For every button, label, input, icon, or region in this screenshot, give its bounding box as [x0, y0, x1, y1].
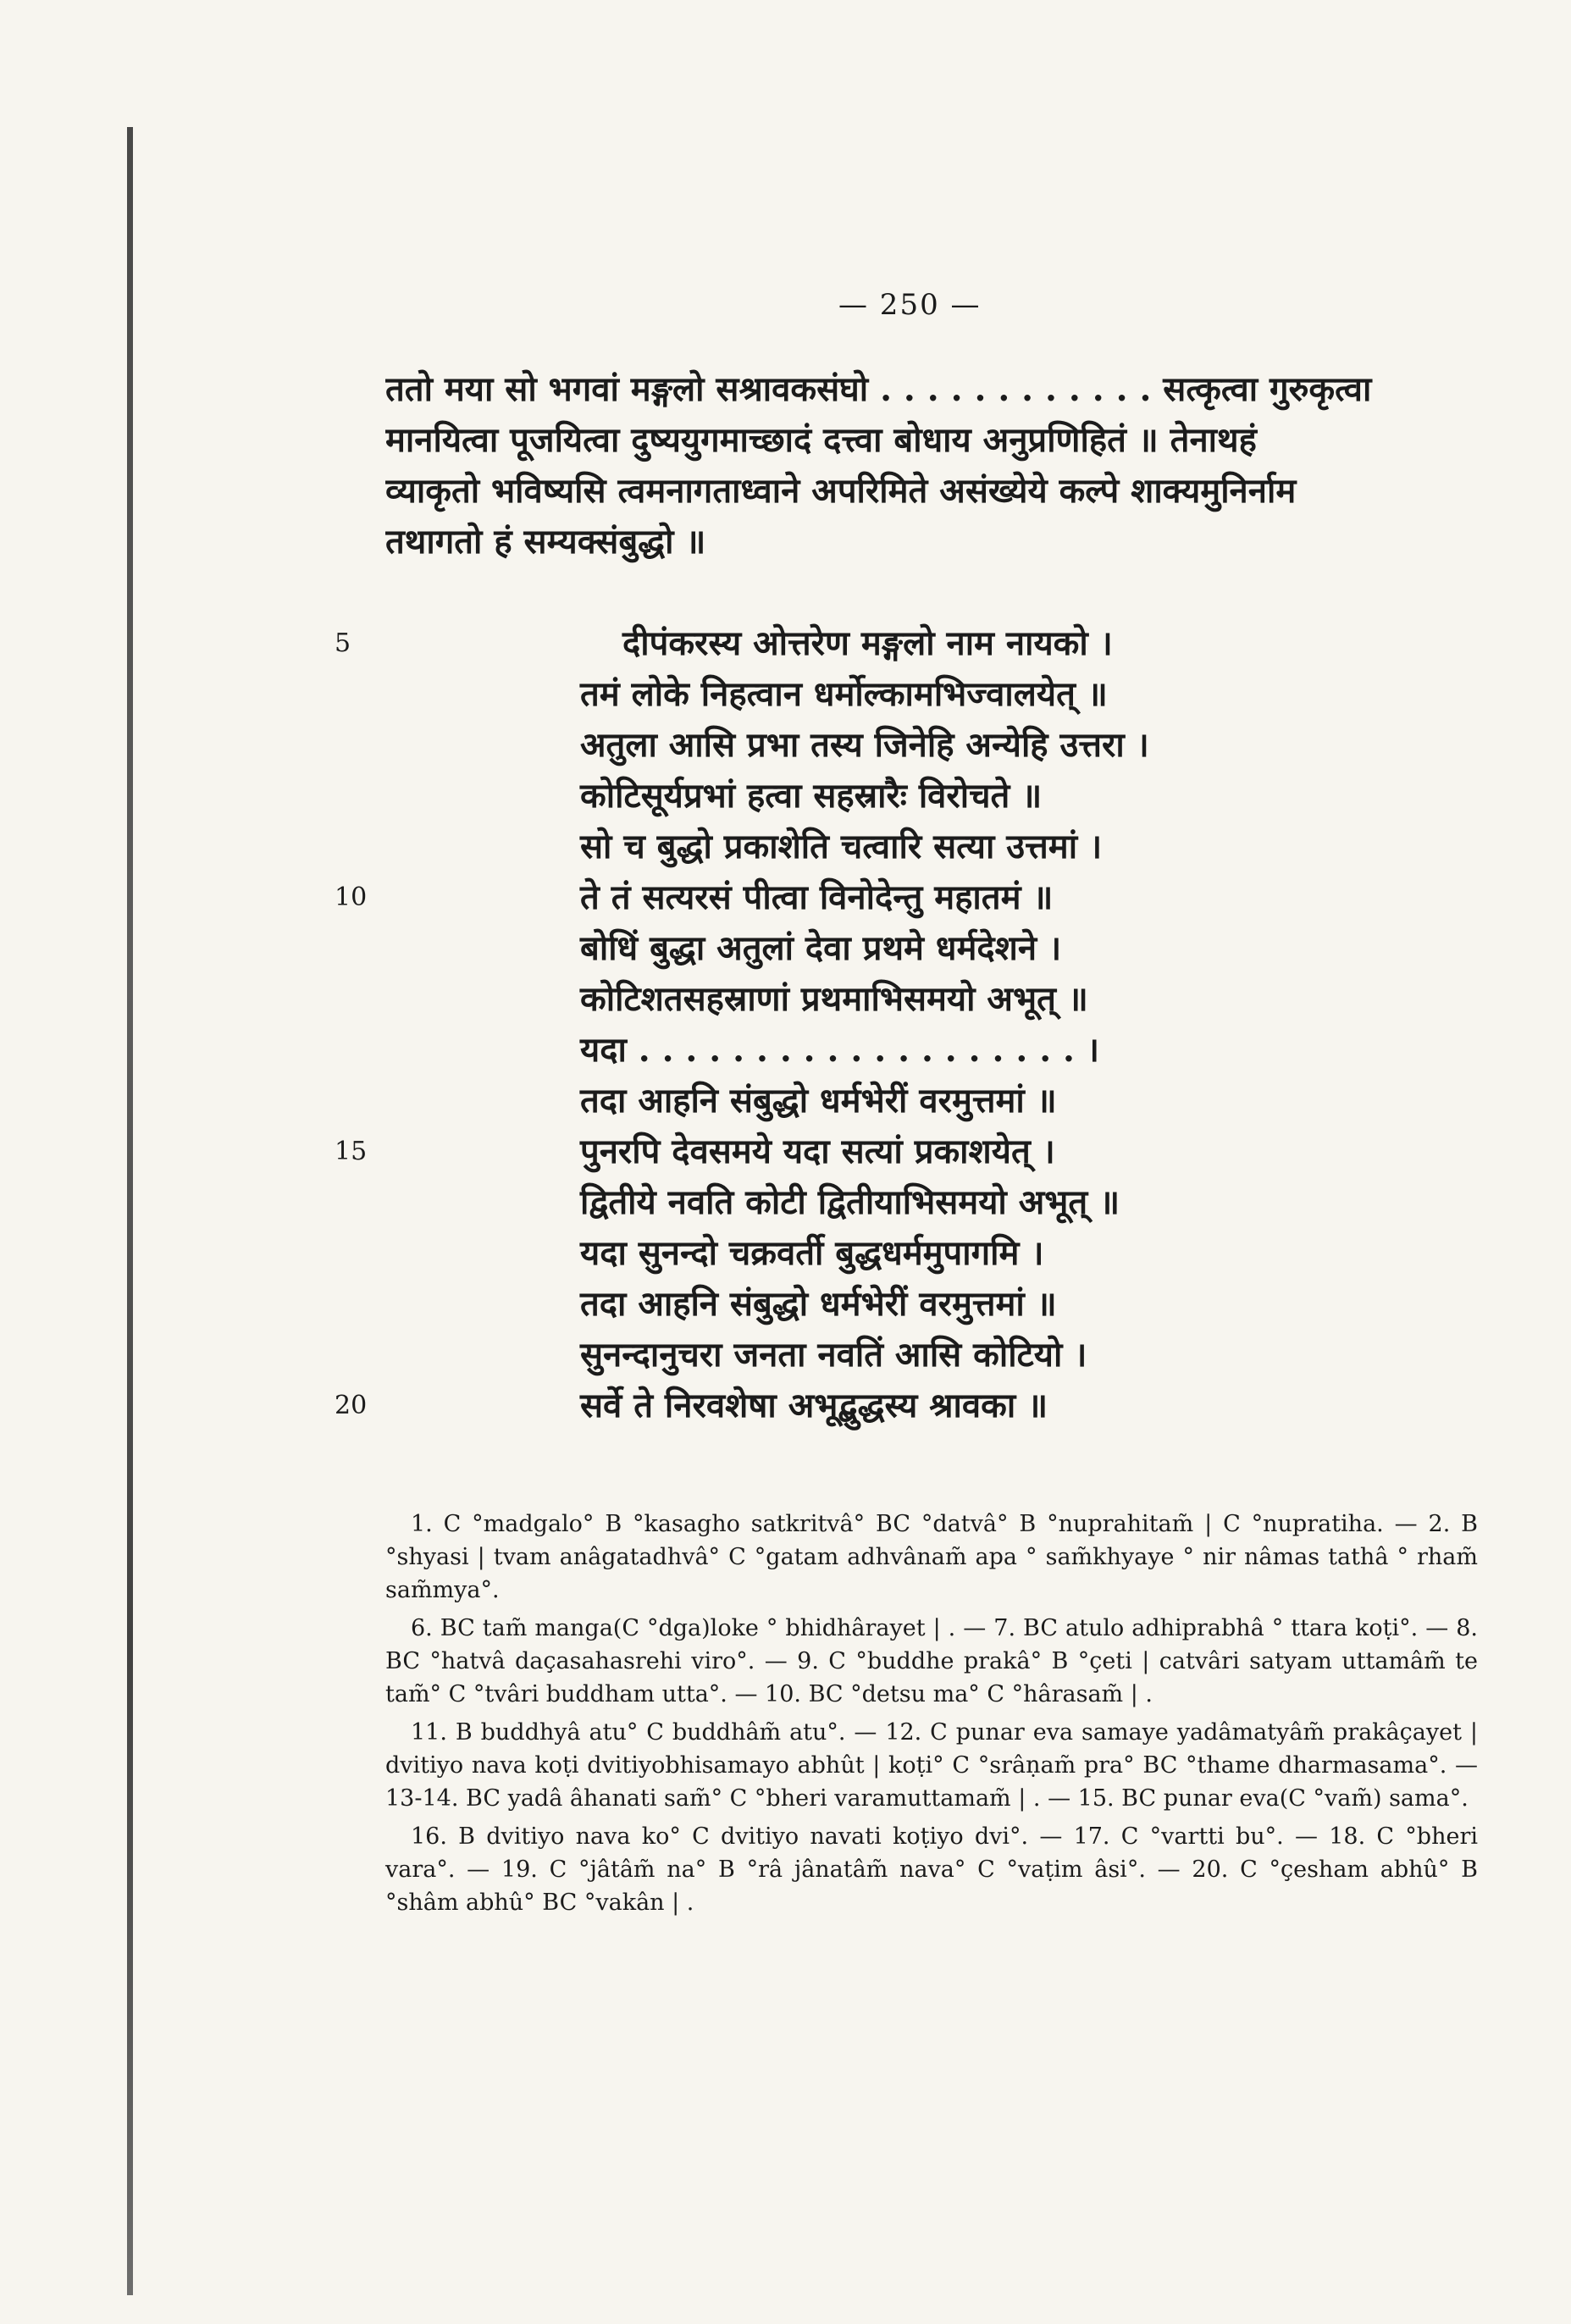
- verse-line: [335, 872, 1478, 923]
- prose-line: व्याकृतो भविष्यसि त्वमनागताध्वाने अपरिमिते असंख्येये कल्पे शाक्यमुनिर्नाम: [385, 471, 1297, 511]
- verse-line: [335, 1076, 1478, 1126]
- verse-line: [335, 822, 1478, 872]
- binding-edge: [127, 127, 133, 2295]
- line-number: 20: [335, 1391, 368, 1420]
- verse-block: [335, 618, 1478, 1431]
- verse-text: पुनरपि देवसमये यदा सत्यां प्रकाशयेत् ।: [580, 1132, 1055, 1171]
- prose-passage: [385, 364, 1469, 567]
- verse-text: यदा . . . . . . . . . . . . . . . . . . . ।: [580, 1030, 1100, 1070]
- footnote-paragraph: 16. B dvitiyo nava ko° C dvitiyo navati koṭiyo dvi°. — 17. C °vartti bu°. — 18. C °bheri vara°. — 19. C °jâtâm̃ na° B °râ jânatâm̃ nava° C °vaṭim âsi°. — 20. C °çesham abhû° B °shâm abhû° BC °vakân | .: [385, 1823, 1478, 1916]
- verse-text: तदा आहनि संबुद्धो धर्मभेरीं वरमुत्तमां ॥: [580, 1284, 1057, 1324]
- verse-text: सुनन्दानुचरा जनता नवतिं आसि कोटियो ।: [580, 1335, 1087, 1375]
- footnote-paragraph: 1. C °madgalo° B °kasagho satkritvâ° BC °datvâ° B °nuprahitam̃ | C °nupratiha. — 2. B °shyasi | tvam anâgatadhvâ° C °gatam adhvânam̃ apa ° sam̃khyaye ° nir nâmas tathâ ° rham̃ sam̃mya°.: [385, 1511, 1478, 1603]
- verse-text: यदा सुनन्दो चक्रवर्ती बुद्धधर्ममुपागमि ।: [580, 1233, 1044, 1273]
- line-number: 5: [335, 628, 351, 658]
- footnotes: [385, 1508, 1478, 1924]
- prose-line: तथागतो हं सम्यक्संबुद्धो ॥: [385, 522, 706, 562]
- verse-line: [335, 771, 1478, 822]
- page-number: — 250 —: [838, 288, 982, 322]
- verse-line: [335, 1279, 1478, 1330]
- verse-line: [335, 923, 1478, 974]
- verse-line: [335, 1177, 1478, 1228]
- verse-text: तदा आहनि संबुद्धो धर्मभेरीं वरमुत्तमां ॥: [580, 1081, 1057, 1120]
- verse-text: कोटिशतसहस्राणां प्रथमाभिसमयो अभूत् ॥: [580, 979, 1088, 1019]
- verse-text: अतुला आसि प्रभा तस्य जिनेहि अन्येहि उत्तरा ।: [580, 725, 1149, 765]
- verse-text: बोधिं बुद्धा अतुलां देवा प्रथमे धर्मदेशने ।: [580, 928, 1062, 968]
- verse-text: दीपंकरस्य ओत्तरेण मङ्गलो नाम नायको ।: [622, 623, 1113, 663]
- verse-line: [335, 1228, 1478, 1279]
- verse-line: [335, 720, 1478, 771]
- verse-line: [335, 974, 1478, 1025]
- verse-line: [335, 1330, 1478, 1381]
- verse-line: [335, 1381, 1478, 1431]
- verse-line: [335, 618, 1478, 669]
- verse-line: [335, 1126, 1478, 1177]
- verse-text: ते तं सत्यरसं पीत्वा विनोदेन्तु महातमं ॥: [580, 877, 1054, 917]
- footnote-paragraph: 6. BC tam̃ manga(C °dga)loke ° bhidhârayet | . — 7. BC atulo adhiprabhâ ° ttara koṭi°. — 8. BC °hatvâ daçasahasrehi viro°. — 9. C °buddhe prakâ° B °çeti | catvâri satyam uttamâm̃ te tam̃° C °tvâri buddham utta°. — 10. BC °detsu ma° C °hârasam̃ | .: [385, 1615, 1478, 1707]
- footnote-paragraph: 11. B buddhyâ atu° C buddhâm̃ atu°. — 12. C punar eva samaye yadâmatyâm̃ prakâçayet | dvitiyo nava koṭi dvitiyobhisamayo abhût | koṭi° C °srâṇam̃ pra° BC °thame dharmasama°. — 13-14. BC yadâ âhanati sam̃° C °bheri varamuttamam̃ | . — 15. BC punar eva(C °vam̃) sama°.: [385, 1719, 1478, 1812]
- verse-text: सर्वे ते निरवशेषा अभूद्बुद्धस्य श्रावका ॥: [580, 1386, 1048, 1425]
- verse-text: कोटिसूर्यप्रभां हत्वा सहस्रारैः विरोचते ॥: [580, 776, 1043, 816]
- line-number: 15: [335, 1137, 368, 1166]
- verse-text: द्वितीये नवति कोटी द्वितीयाभिसमयो अभूत् ॥: [580, 1182, 1120, 1222]
- verse-text: तमं लोके निहत्वान धर्मोल्कामभिज्वालयेत् ॥: [580, 674, 1108, 714]
- prose-line: मानयित्वा पूजयित्वा दुष्ययुगमाच्छादं दत्त्वा बोधाय अनुप्रणिहितं ॥ तेनाथहं: [385, 420, 1257, 460]
- verse-line: [335, 669, 1478, 720]
- line-number: 10: [335, 883, 368, 912]
- verse-line: [335, 1025, 1478, 1076]
- prose-line: ततो मया सो भगवां मङ्गलो सश्रावकसंघो . . . . . . . . . . . . सत्कृत्वा गुरुकृत्वा: [385, 369, 1372, 409]
- verse-text: सो च बुद्धो प्रकाशेति चत्वारि सत्या उत्तमां ।: [580, 827, 1103, 866]
